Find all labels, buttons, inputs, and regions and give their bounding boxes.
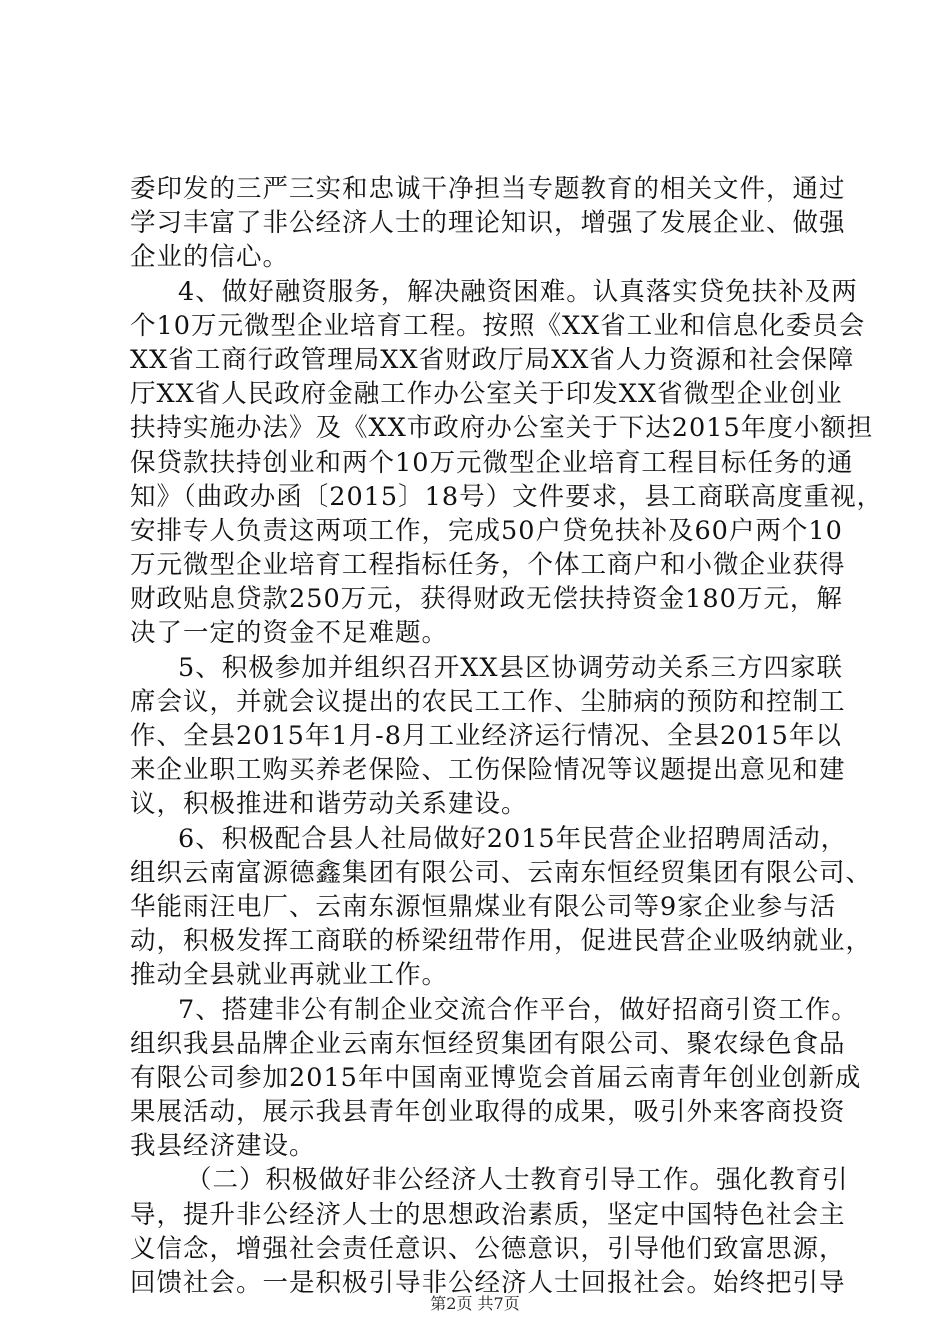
body-text [130, 172, 884, 1300]
paragraph-item-6 [130, 822, 873, 993]
text-line: 6、积极配合县人社局做好2015年民营企业招聘周活动， [178, 823, 848, 854]
text-line: 动，积极发挥工商联的桥梁纽带作用，促进民营企业吸纳就业， [130, 926, 873, 957]
text-line: 回馈社会。一是积极引导非公经济人士回报社会。始终把引导 [130, 1268, 846, 1298]
text-line: 财政贴息贷款250万元，获得财政无偿扶持资金180万元，解 [130, 584, 843, 615]
text-line: 议，积极推进和谐劳动关系建设。 [130, 789, 528, 820]
paragraph-continuation [130, 172, 846, 275]
text-line: 有限公司参加2015年中国南亚博览会首届云南青年创业创新成 [130, 1062, 862, 1093]
text-line: 华能雨汪电厂、云南东源恒鼎煤业有限公司等9家企业参与活 [130, 891, 837, 922]
text-line: 厅XX省人民政府金融工作办公室关于印发XX省微型企业创业 [130, 379, 843, 410]
paragraph-item-5 [130, 651, 846, 822]
text-line: 学习丰富了非公经济人士的理论知识，增强了发展企业、做强 [130, 208, 846, 239]
text-line: 5、积极参加并组织召开XX县区协调劳动关系三方四家联 [178, 652, 844, 683]
text-line: 扶持实施办法》及《XX市政府办公室关于下达2015年度小额担 [130, 413, 874, 444]
text-line: 我县经济建设。 [130, 1131, 316, 1162]
text-line: 知》（曲政办函〔2015〕18号）文件要求，县工商联高度重视， [130, 481, 884, 512]
text-line: 保贷款扶持创业和两个10万元微型企业培育工程目标任务的通 [130, 447, 854, 478]
text-line: 4、做好融资服务，解决融资困难。认真落实贷免扶补及两 [178, 276, 858, 307]
text-line: 安排专人负责这两项工作，完成50户贷免扶补及60户两个10 [130, 515, 843, 546]
paragraph-item-4 [130, 275, 884, 651]
text-line: 个10万元微型企业培育工程。按照《XX省工业和信息化委员会 [130, 310, 866, 341]
text-line: XX省工商行政管理局XX省财政厅局XX省人力资源和社会保障 [130, 344, 855, 375]
paragraph-section-2 [130, 1163, 849, 1300]
page-number-footer: 第2页 共7页 [430, 1294, 520, 1313]
text-line: 义信念，增强社会责任意识、公德意识，引导他们致富思源， [130, 1233, 846, 1264]
text-line: 7、搭建非公有制企业交流合作平台，做好招商引资工作。 [178, 994, 858, 1025]
text-line: 决了一定的资金不足难题。 [130, 618, 449, 649]
text-line: 万元微型企业培育工程指标任务，个体工商户和小微企业获得 [130, 550, 846, 581]
text-line: 导，提升非公经济人士的思想政治素质，坚定中国特色社会主 [130, 1199, 846, 1230]
text-line: 组织云南富源德鑫集团有限公司、云南东恒经贸集团有限公司、 [130, 857, 873, 888]
text-line: 企业的信心。 [130, 242, 290, 273]
paragraph-item-7 [130, 993, 862, 1164]
text-line: 作、全县2015年1月-8月工业经济运行情况、全县2015年以 [130, 721, 842, 751]
text-line: 委印发的三严三实和忠诚干净担当专题教育的相关文件，通过 [130, 174, 846, 204]
text-line: 果展活动，展示我县青年创业取得的成果，吸引外来客商投资 [130, 1097, 846, 1128]
text-line: 推动全县就业再就业工作。 [130, 960, 449, 991]
text-line: 席会议，并就会议提出的农民工工作、尘肺病的预防和控制工 [130, 686, 846, 717]
text-line: （二）积极做好非公经济人士教育引导工作。强化教育引 [186, 1165, 849, 1196]
text-line: 组织我县品牌企业云南东恒经贸集团有限公司、聚农绿色食品 [130, 1028, 846, 1059]
text-line: 来企业职工购买养老保险、工伤保险情况等议题提出意见和建 [130, 755, 846, 786]
